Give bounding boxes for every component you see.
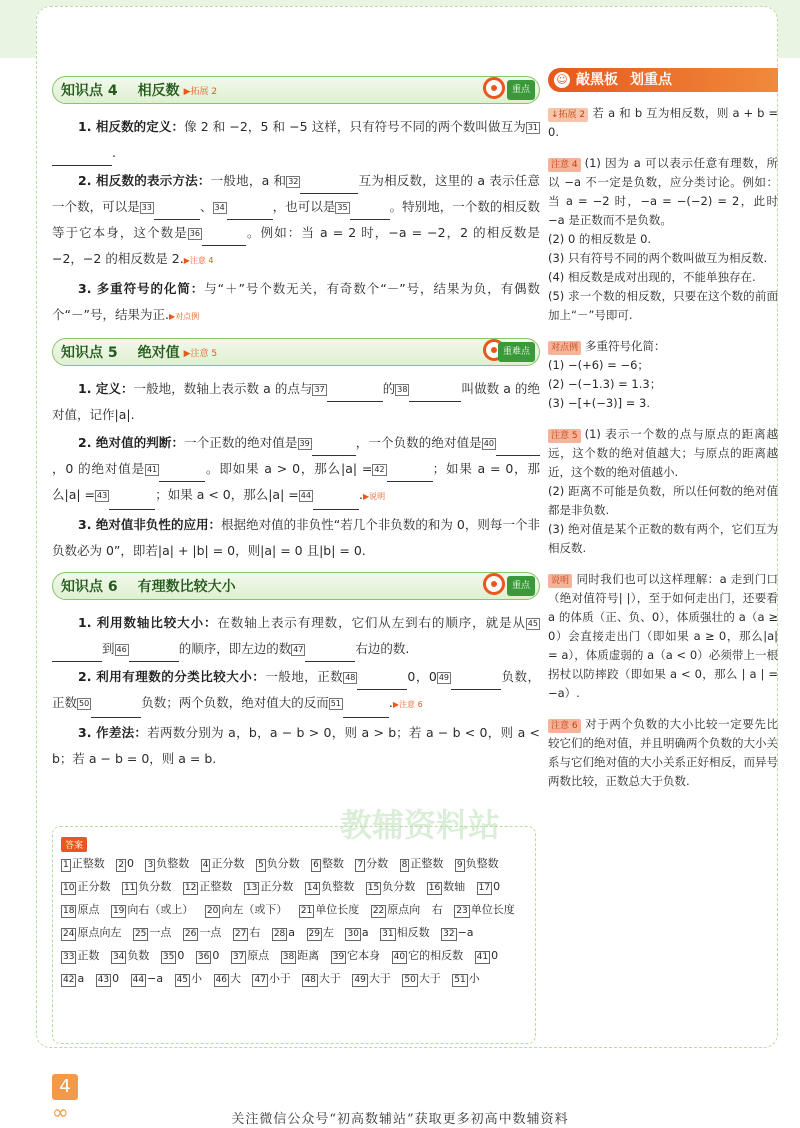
page-number: 4 (52, 1074, 78, 1100)
section-title-k6: 知识点 6 有理数比较大小 重点 (52, 572, 540, 600)
answer-item: 1 正整数 (63, 857, 105, 870)
sidebar (548, 68, 778, 791)
answer-item: 36 0 (197, 949, 220, 962)
answer-item: 11 负分数 (123, 880, 172, 893)
answer-item: 40 它的相反数 (393, 949, 464, 962)
answer-item: 34 负数 (112, 949, 150, 962)
note-extend-2: ↓拓展 2 若 a 和 b 互为相反数，则 a + b = 0. (548, 106, 778, 139)
answer-item: 21 单位长度 (300, 903, 360, 916)
section-title-k4: 知识点 4 相反数 ▶拓展 2 重点 (52, 76, 540, 104)
answer-item: 45 小 (176, 972, 203, 985)
answer-item: 12 正整数 (184, 880, 233, 893)
smile-icon: ☺ (554, 72, 570, 88)
target-icon (483, 77, 505, 99)
answer-item: 29 左 (308, 926, 334, 939)
answer-item: 7 分数 (357, 857, 389, 870)
answer-item: 6 整数 (313, 857, 344, 870)
answer-item: 20 向左（或下） (206, 903, 288, 916)
importance-badge: 重点 (507, 576, 535, 596)
answer-list (61, 852, 527, 990)
k4-para-3: 3. 多重符号的化简：与“＋”号个数无关，有奇数个“－”号，结果为负，有偶数个“－”号，结果为正.▶对点例 (52, 281, 540, 322)
answer-item: 27 右 (234, 926, 261, 939)
answer-item: 2 0 (118, 857, 134, 870)
k6-para-1: 1. 利用数轴比较大小：在数轴上表示有理数，它们从左到右的顺序，就是从 45到 46 的顺序，即左边的数 47 右边的数. (52, 610, 540, 662)
answer-label: 答案 (61, 837, 87, 852)
answer-item: 17 0 (478, 880, 501, 893)
answer-item: 25 一点 (134, 926, 172, 939)
answer-item: 31 相反数 (382, 926, 430, 939)
answer-item: 48 大于 (304, 972, 341, 985)
answer-item: 16 数轴 (428, 880, 466, 893)
sidebar-header: ☺ 敲黑板 划重点 (548, 68, 778, 92)
answer-item: 30 a (347, 926, 369, 939)
k6-para-3: 3. 作差法：若两数分别为 a，b，a − b > 0，则 a > b；若 a − b < 0，则 a < b；若 a − b = 0，则 a = b. (52, 725, 540, 766)
answer-item: 37 原点 (232, 949, 270, 962)
answer-item: 15 负分数 (367, 880, 416, 893)
answer-item: 51 小 (454, 972, 480, 985)
k5-para-3: 3. 绝对值非负性的应用：根据绝对值的非负性“若几个非负数的和为 0，则每一个非负数必为 0”，即若|a| + |b| = 0，则|a| = 0 且|b| = 0. (52, 517, 540, 558)
note-attention-5: 注意 5 (1) 表示一个数的点与原点的距离越远，这个数的绝对值越大；与原点的距离越近，这个数的绝对值越小. (2) 距离不可能是负数，所以任何数的绝对值都是非负数. (3) 绝对值是某个正数的数有两个，它们互为相反数. (548, 427, 778, 555)
answer-box (52, 826, 536, 1044)
note-example: 对点例 多重符号化简： (1) −(+6) = −6； (2) −(−1.3) = 1.3； (3) −[+(−3)] = 3. (548, 339, 666, 410)
answer-item: 22 原点向 (372, 903, 421, 916)
answer-item: 50 大于 (404, 972, 441, 985)
target-icon (483, 573, 505, 595)
answer-item: 44 −a (132, 972, 164, 985)
section-title-k5: 知识点 5 绝对值 ▶注意 5 重难点 (52, 338, 540, 366)
answer-item: 右 (431, 903, 443, 916)
k4-para-2: 2. 相反数的表示方法：一般地，a 和 32 互为相反数，这里的 a 表示任意一个数，可以是 33 、 34 ，也可以是 35 。特别地，一个数的相反数等于它本身，这个数是 36 。例如：当 a = 2 时，−a = −2，2 的相反数是 −2，−2 的相反数是 2.▶注意 4 (52, 173, 540, 266)
infinity-icon: ∞ (52, 1100, 69, 1124)
watermark: 教辅资料站 (339, 806, 500, 844)
answer-item: 10 正分数 (63, 880, 111, 893)
answer-item: 47 小于 (254, 972, 291, 985)
answer-item: 28 a (273, 926, 296, 939)
answer-item: 8 正整数 (401, 857, 444, 870)
answer-item: 24 原点向左 (63, 926, 122, 939)
note-explain: 说明 同时我们也可以这样理解：a 走到门口（绝对值符号| |），至于如何走出门，还要看 a 的体质（正、负、0），体质强壮的 a（a ≥ 0）会直接走出门（即如果 a ≥ 0，那么|a| = a），体质虚弱的 a（a < 0）必须带上一根拐杖以防摔跤（即如果 a < 0，那么 | a | = −a）. (548, 572, 778, 700)
answer-item: 18 原点 (63, 903, 100, 916)
importance-badge: 重难点 (498, 342, 535, 362)
answer-item: 5 负分数 (257, 857, 300, 870)
answer-item: 23 单位长度 (456, 903, 515, 916)
answer-item: 13 正分数 (245, 880, 294, 893)
answer-item: 49 大于 (354, 972, 391, 985)
answer-item: 42 a (63, 972, 85, 985)
main-column (52, 76, 540, 774)
answer-item: 19 向右（或上） (112, 903, 194, 916)
note-attention-6: 注意 6 对于两个负数的大小比较一定要先比较它们的绝对值，并且明确两个负数的大小关系与它们绝对值的大小关系正好相反，而异号两数比较，正数总大于负数. (548, 717, 778, 788)
answer-item: 9 负整数 (456, 857, 499, 870)
answer-item: 33 正数 (63, 949, 100, 962)
footer-text: 关注微信公众号“初高数辅站”获取更多初高中数辅资料 (231, 1112, 569, 1127)
answer-item: 39 它本身 (332, 949, 381, 962)
k6-para-2: 2. 利用有理数的分类比较大小：一般地，正数 48 0，0 49 负数，正数 50 负数；两个负数，绝对值大的反而 51 .▶注意 6 (52, 664, 540, 718)
k5-para-2: 2. 绝对值的判断：一个正数的绝对值是 39 ，一个负数的绝对值是 40，0 的绝对值是 41 。即如果 a > 0，那么|a| = 42 ；如果 a = 0，那么|a| = 43 ；如果 a < 0，那么|a| = 44 .▶说明 (52, 430, 540, 510)
note-attention-4: 注意 4 (1) 因为 a 可以表示任意有理数，所以 −a 不一定是负数，应分类讨论。例如：当 a = −2 时，−a = −(−2) = 2，此时 −a 是正数而不是负数。 (2) 0 的相反数是 0. (3) 只有符号不同的两个数叫做互为相反数. (4) 相反数是成对出现的，不能单独存在. (5) 求一个数的相反数，只要在这个数的前面加上“－”号即可. (548, 156, 778, 322)
answer-item: 32 −a (443, 926, 474, 939)
k5-para-1: 1. 定义：一般地，数轴上表示数 a 的点与 37 的 38 叫做数 a 的绝对值，记作|a|. (52, 381, 540, 422)
answer-item: 41 0 (476, 949, 499, 962)
answer-item: 38 距离 (282, 949, 320, 962)
answer-item: 43 0 (97, 972, 120, 985)
answer-item: 3 负整数 (147, 857, 190, 870)
answer-item: 35 0 (162, 949, 185, 962)
k4-para-1: 1. 相反数的定义：像 2 和 −2，5 和 −5 这样，只有符号不同的两个数叫做互为 31. (52, 114, 540, 166)
answer-item: 14 负整数 (306, 880, 355, 893)
answer-item: 46 大 (215, 972, 241, 985)
answer-item: 26 一点 (184, 926, 222, 939)
importance-badge: 重点 (507, 80, 535, 100)
answer-item: 4 正分数 (202, 857, 245, 870)
